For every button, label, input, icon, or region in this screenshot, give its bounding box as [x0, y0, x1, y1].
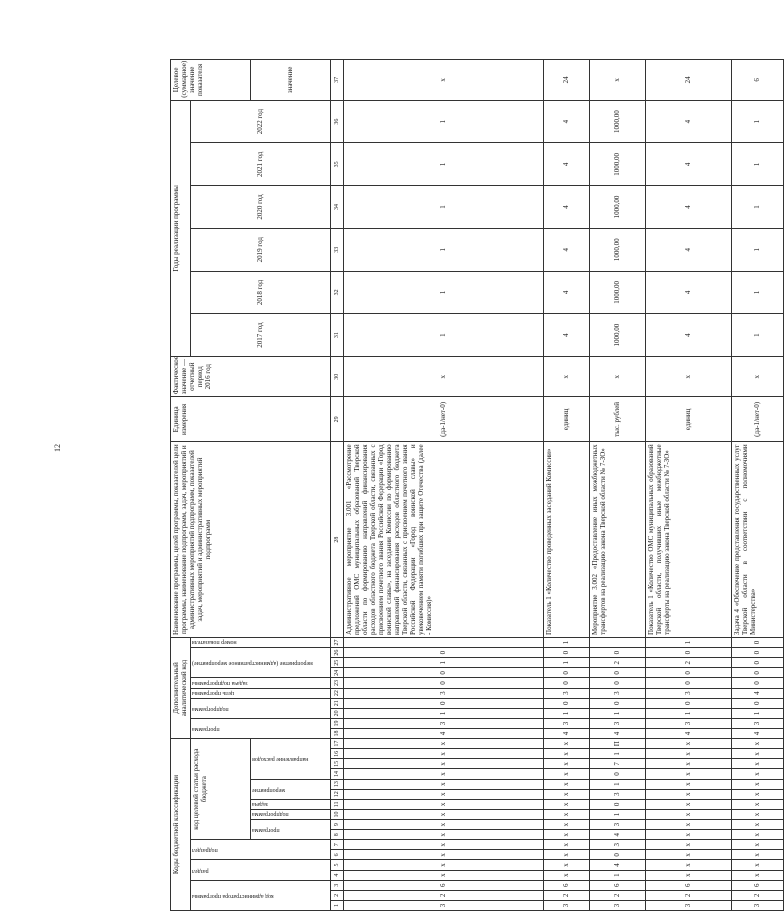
code-cell: x — [544, 860, 590, 870]
code-cell: 2 — [544, 890, 590, 900]
code-cell: 0 — [590, 769, 646, 779]
target-cell: 6 — [732, 60, 784, 101]
code-cell: x — [544, 759, 590, 769]
target-cell: x — [344, 60, 544, 101]
code-cell: 3 — [590, 718, 646, 728]
program-header: программа — [252, 827, 280, 834]
code-cell: 4 — [590, 830, 646, 840]
code-cell: x — [732, 739, 784, 749]
code-cell: 6 — [732, 880, 784, 890]
year-value-cell: 1 — [344, 100, 544, 143]
code-cell: x — [646, 870, 732, 880]
code-cell: x — [646, 860, 732, 870]
code-cell: 6 — [646, 880, 732, 890]
col-num: 24 — [331, 668, 344, 678]
code-cell: x — [732, 820, 784, 830]
direction-header: направление расходов — [252, 756, 309, 763]
item-name: Показатель 1 «Количество проведенных заседаний Комиссии» — [544, 442, 590, 638]
code-cell: 0 — [590, 678, 646, 688]
code-cell: 0 — [590, 850, 646, 860]
year-value-cell: 4 — [544, 143, 590, 186]
table-row — [732, 60, 784, 911]
code-cell: 1 — [590, 779, 646, 789]
code-cell: x — [344, 830, 544, 840]
code-cell: 0 — [344, 698, 544, 708]
activity-header: мероприятие — [252, 786, 286, 793]
year-value-cell: 1000,00 — [590, 143, 646, 186]
code-cell: 3 — [590, 820, 646, 830]
col-num: 31 — [331, 314, 344, 357]
actual-header: Фактическое значение — отчетный период 2016 год — [171, 356, 331, 396]
code-cell: 3 — [590, 789, 646, 799]
code-cell: x — [344, 860, 544, 870]
code-cell: x — [544, 779, 590, 789]
code-cell: x — [732, 759, 784, 769]
code-cell: 0 — [646, 698, 732, 708]
code-cell: x — [544, 870, 590, 880]
col-num: 19 — [331, 718, 344, 728]
code-cell: 4 — [590, 860, 646, 870]
code-cell: 3 — [590, 900, 646, 910]
code-cell: x — [732, 860, 784, 870]
code-cell: x — [646, 799, 732, 809]
year-value-cell: 1 — [344, 228, 544, 271]
actual-cell: x — [646, 356, 732, 396]
code-cell: x — [732, 830, 784, 840]
code-cell: x — [646, 850, 732, 860]
col-num: 18 — [331, 728, 344, 738]
actual-cell: x — [732, 356, 784, 396]
year-value-cell: 1 — [732, 186, 784, 229]
unit-cell: тыс. рублей — [590, 397, 646, 442]
code-cell: 1 — [344, 658, 544, 668]
code-cell: x — [646, 840, 732, 850]
code-cell: 1 — [732, 708, 784, 718]
year-value-cell: 4 — [544, 271, 590, 314]
program-table — [170, 59, 784, 911]
code-cell: x — [646, 749, 732, 759]
code-cell: x — [646, 759, 732, 769]
code-cell: x — [344, 749, 544, 759]
year-value-cell: 1 — [732, 100, 784, 143]
code-cell: x — [344, 759, 544, 769]
code-cell: 2 — [646, 890, 732, 900]
code-cell: x — [646, 779, 732, 789]
code-cell: x — [344, 870, 544, 880]
code-cell: x — [344, 769, 544, 779]
col-num: 32 — [331, 271, 344, 314]
code-cell: x — [544, 789, 590, 799]
col-num: 16 — [331, 749, 344, 759]
code-cell: x — [544, 739, 590, 749]
year-2022-header: 2022 год — [191, 100, 331, 143]
code-cell: x — [544, 820, 590, 830]
year-value-cell: 1 — [344, 314, 544, 357]
year-value-cell: 4 — [544, 186, 590, 229]
year-value-cell: 4 — [544, 314, 590, 357]
year-value-cell: 4 — [646, 271, 732, 314]
table-row — [646, 60, 732, 911]
code-cell: 1 — [590, 708, 646, 718]
year-value-cell: 1 — [732, 271, 784, 314]
col-num: 23 — [331, 678, 344, 688]
col-num: 8 — [331, 830, 344, 840]
col-num: 14 — [331, 769, 344, 779]
budget-codes-header: Коды бюджетной классификации — [171, 739, 191, 911]
item-name: Административное мероприятие 3.001 «Рассмотрение предложений ОМС муниципальных образований Тверской области по формированию направлений финансирования расходов областного бюджета Тверской области, связанных с присвоением почетного звания Российской Федерации «Город воинской славы», на заседании Комиссии по формированию направлений финансирования расходов областного бюджета Тверской области, связанных с присвоением почетного звания Российской Федерации «Город воинской славы» и увековечением памяти погибших при защите Отечества (далее - Комиссия)» — [344, 442, 544, 638]
col-num: 27 — [331, 637, 344, 647]
col-num: 11 — [331, 799, 344, 809]
code-cell: 0 — [544, 678, 590, 688]
code-cell: П — [590, 739, 646, 749]
code-cell: 4 — [646, 728, 732, 738]
target-cell: 24 — [646, 60, 732, 101]
code-cell: 1 — [646, 708, 732, 718]
code-cell: 0 — [544, 698, 590, 708]
target-cell: x — [590, 60, 646, 101]
actual-cell: x — [590, 356, 646, 396]
code-cell: 3 — [544, 900, 590, 910]
code-cell: x — [344, 739, 544, 749]
ext-goal-header: цель программы — [192, 689, 235, 696]
year-value-cell: 4 — [646, 314, 732, 357]
code-cell: x — [544, 840, 590, 850]
code-cell — [590, 637, 646, 647]
subprogram-header: подпрограмма — [252, 811, 289, 818]
year-value-cell: 1 — [344, 271, 544, 314]
year-value-cell: 4 — [646, 186, 732, 229]
code-cell: 1 — [344, 708, 544, 718]
code-cell: 3 — [590, 840, 646, 850]
code-cell: x — [732, 769, 784, 779]
code-cell: x — [732, 779, 784, 789]
years-header: Годы реализации программы — [171, 100, 191, 356]
code-cell: 3 — [544, 688, 590, 698]
year-2019-header: 2019 год — [191, 228, 331, 271]
code-cell: 1 — [544, 637, 590, 647]
code-cell: 2 — [344, 890, 544, 900]
table-row — [590, 60, 646, 911]
item-name: Мероприятие 3.002 «Предоставление иных межбюджетных трансфертов на реализацию закона Тверской области № 7-ЗО» — [590, 442, 646, 638]
year-value-cell: 1000,00 — [590, 228, 646, 271]
col-num: 7 — [331, 840, 344, 850]
col-num: 37 — [331, 60, 344, 101]
ext-subprogram-header: подпрограмма — [192, 705, 229, 712]
actual-cell: x — [344, 356, 544, 396]
col-num: 34 — [331, 186, 344, 229]
code-cell: x — [646, 739, 732, 749]
col-num: 13 — [331, 779, 344, 789]
code-cell: 1 — [590, 809, 646, 819]
col-num: 6 — [331, 850, 344, 860]
year-value-cell: 4 — [544, 100, 590, 143]
col-num: 30 — [331, 356, 344, 396]
code-cell: x — [544, 850, 590, 860]
table-row — [344, 60, 544, 911]
code-cell: 0 — [344, 648, 544, 658]
code-cell: 7 — [590, 759, 646, 769]
code-cell: 0 — [646, 678, 732, 688]
code-cell: 2 — [590, 658, 646, 668]
item-name: Показатель 1 «Количество ОМС муниципальных образований Тверской области, получивших иные межбюджетные трансферты на реализацию закона Тверской области № 7-ЗО» — [646, 442, 732, 638]
code-cell: x — [732, 789, 784, 799]
item-name: Задача 4 «Обеспечение представления государственных услуг Тверской области в соответствии с полномочиями Министерства» — [732, 442, 784, 638]
code-cell: x — [544, 799, 590, 809]
year-value-cell: 1000,00 — [590, 186, 646, 229]
code-cell: x — [732, 799, 784, 809]
code-cell: 4 — [732, 728, 784, 738]
table-body — [344, 60, 784, 911]
year-value-cell: 1 — [732, 314, 784, 357]
code-cell: 3 — [646, 718, 732, 728]
year-value-cell: 1000,00 — [590, 100, 646, 143]
name-header: Наименование программы, целей программы, показателей цели программы, наименование подпрограмм, задач, мероприятий и административных мероприятий подпрограмм, показателей задач, мероприятий и административных мероприятий подпрограмм — [171, 442, 331, 638]
col-num: 36 — [331, 100, 344, 143]
year-2017-header: 2017 год — [191, 314, 331, 357]
unit-cell: (да-1/нет-0) — [344, 397, 544, 442]
code-cell: 0 — [344, 678, 544, 688]
col-num: 28 — [331, 442, 344, 638]
col-num: 22 — [331, 688, 344, 698]
code-cell: 3 — [732, 900, 784, 910]
year-value-cell: 4 — [646, 143, 732, 186]
year-2021-header: 2021 год — [191, 143, 331, 186]
code-cell: 0 — [544, 648, 590, 658]
code-cell: 0 — [590, 668, 646, 678]
col-num: 15 — [331, 759, 344, 769]
code-cell: 0 — [590, 799, 646, 809]
code-cell: 0 — [590, 648, 646, 658]
code-cell: 0 — [344, 668, 544, 678]
actual-cell: x — [544, 356, 590, 396]
code-cell: 3 — [732, 718, 784, 728]
code-cell: x — [646, 809, 732, 819]
code-cell: x — [344, 850, 544, 860]
code-cell: x — [646, 789, 732, 799]
col-num: 12 — [331, 789, 344, 799]
year-value-cell: 1000,00 — [590, 271, 646, 314]
code-cell: 2 — [646, 658, 732, 668]
code-cell: 1 — [646, 637, 732, 647]
code-cell: 4 — [590, 728, 646, 738]
code-cell: 6 — [590, 880, 646, 890]
code-cell: x — [344, 840, 544, 850]
code-cell: 0 — [732, 637, 784, 647]
target-header: Целевое (суммарное) значение показателя — [171, 60, 251, 101]
code-cell: 1 — [544, 658, 590, 668]
col-num: 29 — [331, 397, 344, 442]
section-header: раздел — [192, 867, 209, 874]
col-num: 20 — [331, 708, 344, 718]
code-cell: 0 — [732, 698, 784, 708]
admin-code-header: код администратора программы — [192, 892, 274, 899]
col-num: 4 — [331, 870, 344, 880]
code-cell: 0 — [732, 678, 784, 688]
year-value-cell: 1 — [732, 143, 784, 186]
code-cell: 3 — [344, 718, 544, 728]
col-num: 10 — [331, 809, 344, 819]
column-numbers-row — [331, 60, 344, 911]
code-cell: x — [646, 769, 732, 779]
code-cell: 0 — [544, 668, 590, 678]
code-cell: x — [544, 769, 590, 779]
code-cell: x — [732, 749, 784, 759]
code-cell: 2 — [732, 890, 784, 900]
code-cell: 0 — [646, 648, 732, 658]
col-num: 1 — [331, 900, 344, 910]
code-cell: 0 — [732, 648, 784, 658]
code-cell: 3 — [646, 688, 732, 698]
col-num: 25 — [331, 658, 344, 668]
code-cell: x — [544, 809, 590, 819]
year-value-cell: 4 — [646, 228, 732, 271]
target-cell: 24 — [544, 60, 590, 101]
col-num: 21 — [331, 698, 344, 708]
ext-activity-header: мероприятие (административное мероприятие) — [192, 660, 313, 667]
code-cell: 0 — [732, 668, 784, 678]
code-cell: x — [646, 820, 732, 830]
task-header: задача — [252, 800, 269, 807]
code-cell — [344, 637, 544, 647]
col-num: 2 — [331, 890, 344, 900]
code-cell: x — [544, 830, 590, 840]
col-num: 35 — [331, 143, 344, 186]
code-cell: x — [344, 789, 544, 799]
code-cell: 6 — [344, 880, 544, 890]
code-cell: 1 — [590, 749, 646, 759]
code-cell: x — [732, 840, 784, 850]
target-article-header: код целевой статьи расхода бюджета — [191, 739, 251, 840]
col-num: 9 — [331, 820, 344, 830]
year-value-cell: 1 — [732, 228, 784, 271]
year-2020-header: 2020 год — [191, 186, 331, 229]
unit-cell: единиц — [646, 397, 732, 442]
code-cell: x — [344, 799, 544, 809]
col-num: 5 — [331, 860, 344, 870]
code-cell: 0 — [590, 698, 646, 708]
rotated-table-container — [170, 59, 778, 911]
code-cell: 3 — [344, 900, 544, 910]
year-2018-header: 2018 год — [191, 271, 331, 314]
subsection-header: подраздел — [192, 847, 218, 854]
code-cell: 1 — [590, 870, 646, 880]
ext-task-header: задача подпрограммы — [192, 679, 248, 686]
code-cell: 3 — [590, 688, 646, 698]
code-cell: 0 — [646, 668, 732, 678]
table-row — [544, 60, 590, 911]
unit-cell: (да-1/нет-0) — [732, 397, 784, 442]
code-cell: 3 — [544, 718, 590, 728]
code-cell: x — [732, 850, 784, 860]
code-cell: 4 — [544, 728, 590, 738]
extra-code-header: Дополнительный аналитический код — [171, 637, 191, 738]
target-value-header: значение — [251, 60, 331, 101]
year-value-cell: 4 — [646, 100, 732, 143]
code-cell: x — [732, 870, 784, 880]
code-cell: 3 — [344, 688, 544, 698]
unit-cell: единиц — [544, 397, 590, 442]
year-value-cell: 4 — [544, 228, 590, 271]
code-cell: x — [544, 749, 590, 759]
code-cell: 2 — [590, 890, 646, 900]
code-cell: x — [344, 820, 544, 830]
code-cell: x — [646, 830, 732, 840]
ext-program-header: программа — [192, 725, 220, 732]
code-cell: 4 — [732, 688, 784, 698]
code-cell: 1 — [544, 708, 590, 718]
code-cell: x — [732, 809, 784, 819]
code-cell: 0 — [732, 658, 784, 668]
code-cell: x — [344, 809, 544, 819]
year-value-cell: 1 — [344, 143, 544, 186]
page-number: 12 — [53, 444, 62, 452]
col-num: 33 — [331, 228, 344, 271]
col-num: 26 — [331, 648, 344, 658]
col-num: 3 — [331, 880, 344, 890]
code-cell: 4 — [344, 728, 544, 738]
year-value-cell: 1000,00 — [590, 314, 646, 357]
ext-indicator-header: номер показателя — [192, 639, 237, 646]
code-cell: 3 — [646, 900, 732, 910]
code-cell: 6 — [544, 880, 590, 890]
year-value-cell: 1 — [344, 186, 544, 229]
code-cell: x — [344, 779, 544, 789]
unit-header: Единица измерения — [171, 397, 331, 442]
col-num: 17 — [331, 739, 344, 749]
